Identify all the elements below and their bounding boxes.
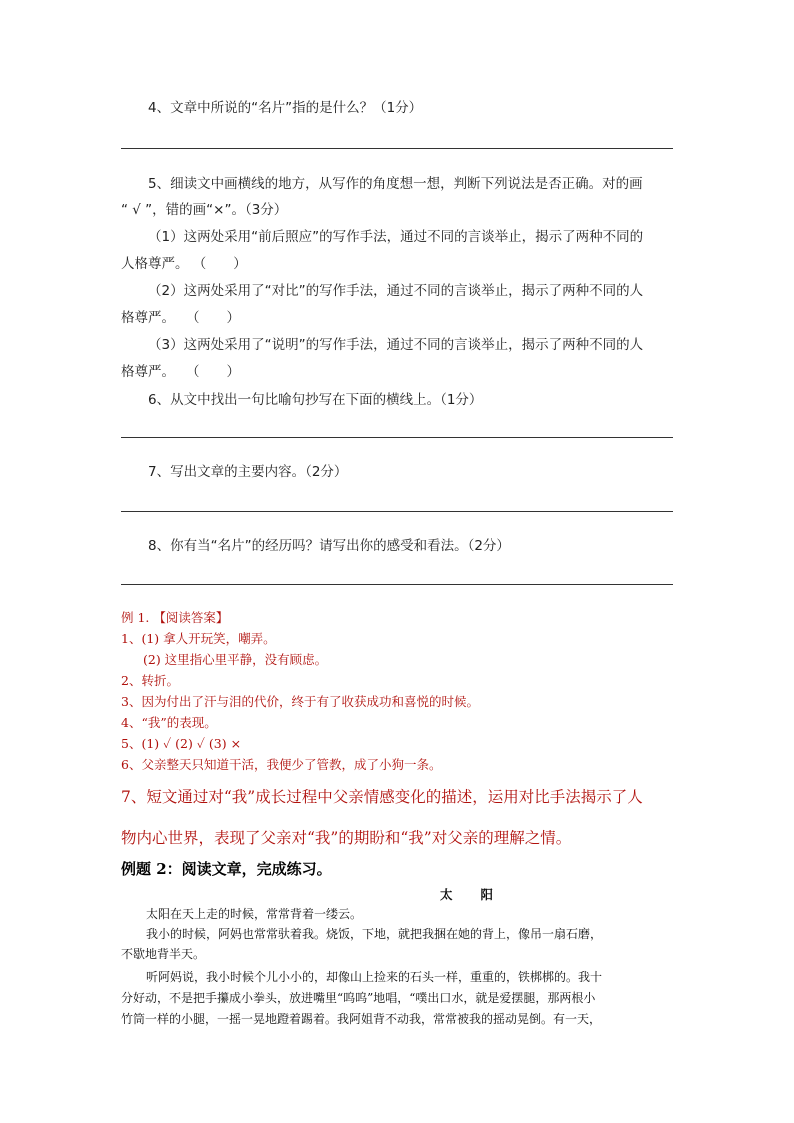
question-5-option-3a: （3）这两处采用了“说明”的写作手法，通过不同的言谈举止，揭示了两种不同的人: [148, 337, 644, 353]
answer-line-7: [121, 511, 673, 512]
article-paragraph-3-line2: 分好动，不是把手攥成小拳头，放进嘴里“呜呜”地唱，“噗出口水，就是爱摆腿，那两根小: [121, 991, 596, 1005]
answer-2: 2、转折。: [121, 673, 179, 688]
answers-header-label: 【阅读答案】: [153, 610, 229, 625]
question-5-option-2b: 格尊严。 （ ）: [121, 310, 241, 326]
article-paragraph-3-line1: 听阿妈说，我小时候个儿小小的，却像山上捡来的石头一样，重重的，铁梆梆的。我十: [146, 970, 603, 984]
article-paragraph-3-line3: 竹筒一样的小腿，一摇一晃地蹬着踢着。我阿姐背不动我，常常被我的摇动晃倒。有一天，: [121, 1012, 602, 1026]
answer-4: 4、“我”的表现。: [121, 715, 217, 730]
question-5-line2: “ √ ”，错的画“×”。（3分）: [121, 202, 288, 218]
answers-header: [121, 608, 228, 626]
article-title: 太阳: [440, 887, 522, 902]
answer-3: 3、因为付出了汗与泪的代价，终于有了收获成功和喜悦的时候。: [121, 694, 479, 709]
answer-1-1: 1、(1) 拿人开玩笑，嘲弄。: [121, 631, 276, 646]
answer-line-6: [121, 437, 673, 438]
answer-6: 6、父亲整天只知道干活，我便少了管教，成了小狗一条。: [121, 757, 442, 772]
question-5-option-3b: 格尊严。 （ ）: [121, 364, 241, 380]
answer-7-line1: 7、短文通过对“我”成长过程中父亲情感变化的描述，运用对比手法揭示了人: [121, 788, 643, 806]
question-7: 7、写出文章的主要内容。（2分）: [148, 464, 348, 480]
answer-7-line2: 物内心世界，表现了父亲对“我”的期盼和“我”对父亲的理解之情。: [121, 829, 572, 847]
question-8: 8、你有当“名片”的经历吗？请写出你的感受和看法。（2分）: [148, 538, 510, 554]
article-paragraph-2-line1: 我小的时候，阿妈也常常驮着我。烧饭，下地，就把我捆在她的背上，像吊一扇石磨，: [146, 927, 603, 941]
answers-header-prefix: 例 1.: [121, 610, 150, 625]
question-4: 4、文章中所说的“名片”指的是什么？（1分）: [148, 100, 423, 116]
question-6: 6、从文中找出一句比喻句抄写在下面的横线上。（1分）: [148, 392, 483, 408]
question-5-option-1b: 人格尊严。 （ ）: [121, 256, 247, 272]
example-2-title: 例题 2：阅读文章，完成练习。: [121, 860, 332, 878]
article-paragraph-2-line2: 不歇地背半天。: [121, 947, 206, 961]
answer-5: 5、(1) ✓ (2) ✓ (3) ×: [121, 736, 242, 751]
answer-line-8: [121, 584, 673, 585]
article-paragraph-1: 太阳在天上走的时候，常常背着一缕云。: [146, 907, 363, 921]
answer-1-2: (2) 这里指心里平静，没有顾虑。: [143, 652, 328, 667]
answer-line-4: [121, 148, 673, 149]
question-5-option-2a: （2）这两处采用了“对比”的写作手法，通过不同的言谈举止，揭示了两种不同的人: [148, 283, 644, 299]
question-5-option-1a: （1）这两处采用“前后照应”的写作手法，通过不同的言谈举止，揭示了两种不同的: [148, 229, 644, 245]
question-5-line1: 5、细读文中画横线的地方，从写作的角度想一想，判断下列说法是否正确。对的画: [148, 176, 643, 192]
